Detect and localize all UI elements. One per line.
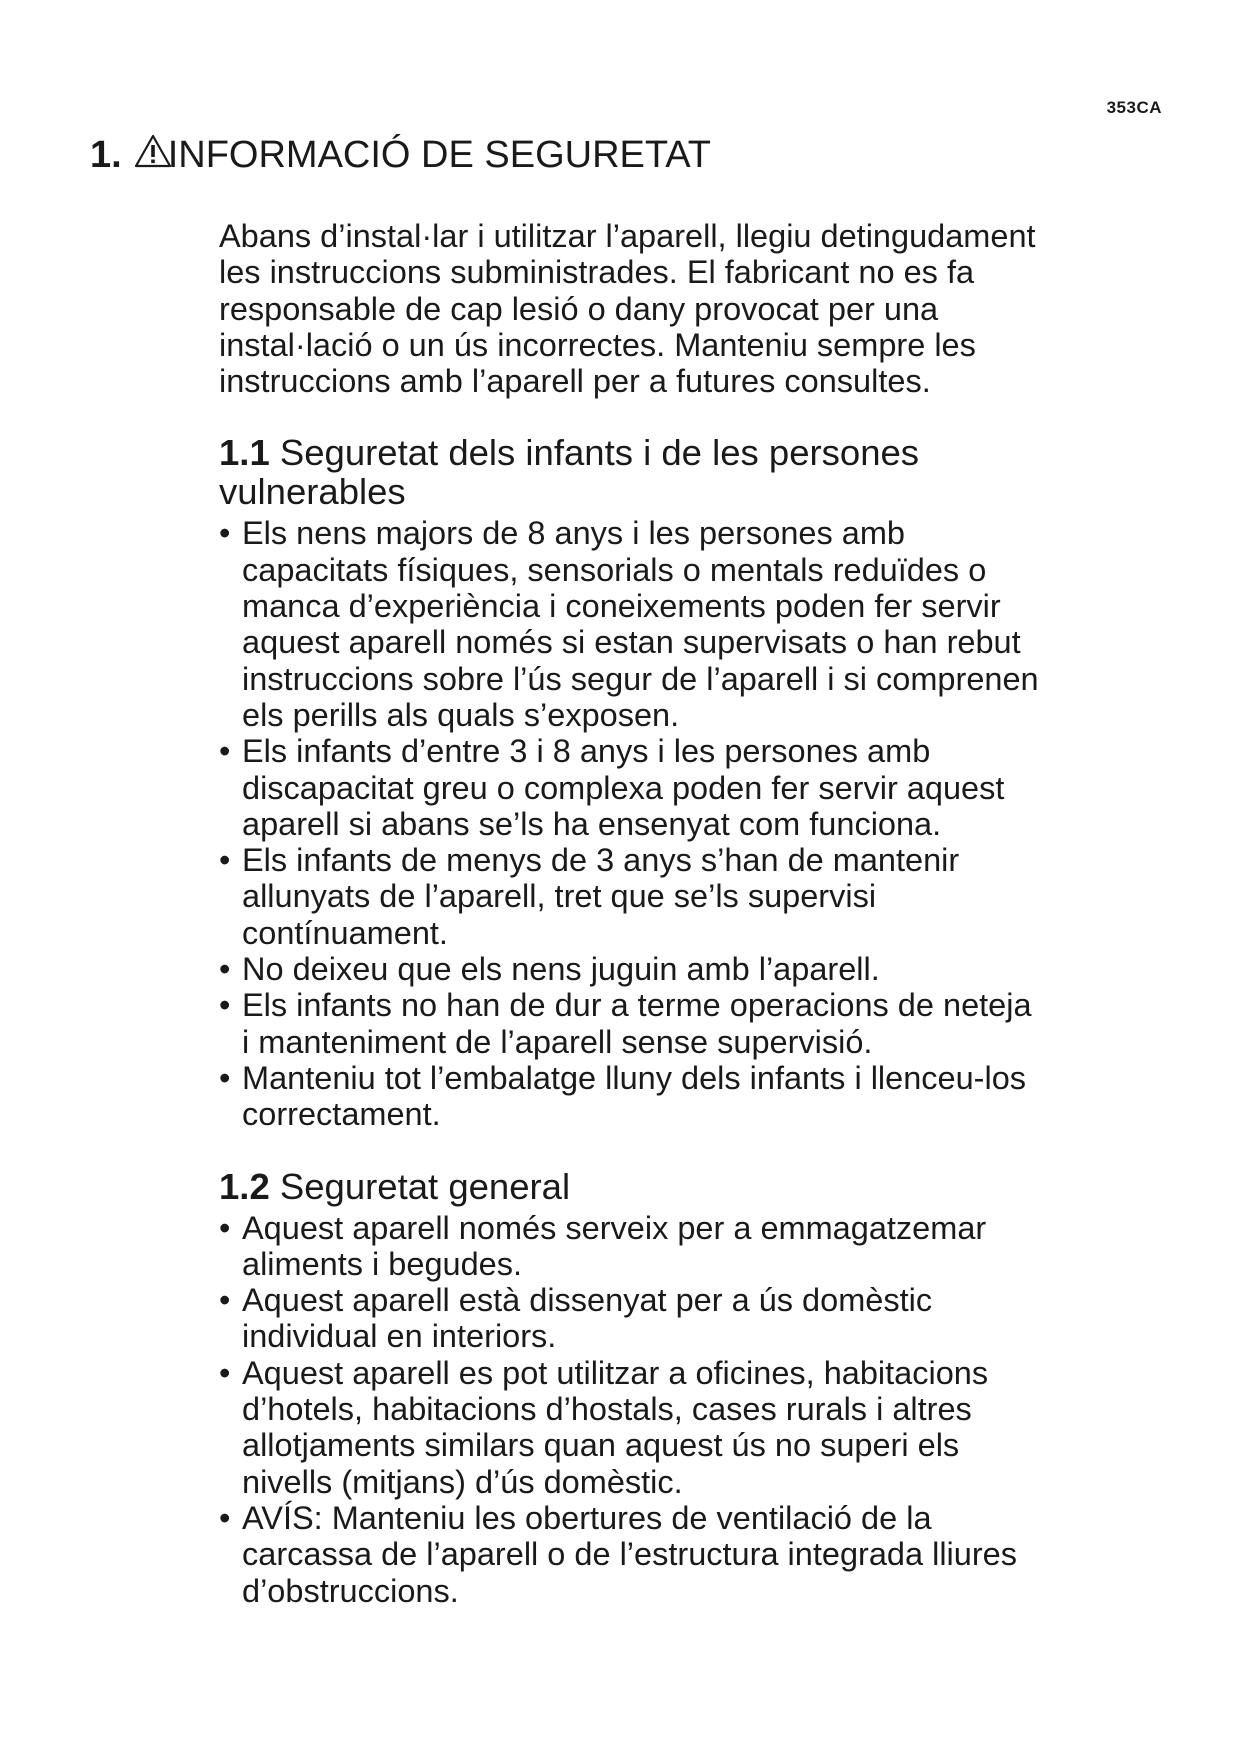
list-item [219,842,1159,951]
item-line: discapacitat greu o complexa poden fer servir aquest [242,769,1005,806]
section-title-text: Seguretat general [279,1165,571,1207]
item-line: Aquest aparell es pot utilitzar a oficines, habitacions [242,1354,989,1391]
section-number: 1.2 [219,1165,270,1207]
section-title-text: vulnerables [219,471,406,513]
list-item [219,1282,1159,1355]
section-general-safety [219,1167,1159,1609]
bullet-list [219,1210,1159,1609]
item-line: instruccions sobre l’ús segur de l’aparell i si comprenen [242,660,1039,697]
item-line: Manteniu tot l’embalatge lluny dels infants i llenceu-los [242,1059,1027,1096]
intro-line: instruccions amb l’aparell per a futures consultes. [219,363,931,400]
list-item [219,1060,1159,1133]
item-line: nivells (mitjans) d’ús domèstic. [242,1463,683,1500]
item-line: Aquest aparell està dissenyat per a ús domèstic [242,1282,933,1319]
item-line: No deixeu que els nens juguin amb l’aparell. [242,951,880,988]
chapter-number: 1. [90,134,122,176]
list-item [219,1355,1159,1500]
intro-line: Abans d’instal·lar i utilitzar l’aparell, llegiu detingudament [219,218,1036,254]
list-item [219,733,1159,842]
list-item [219,515,1159,733]
page-code: 353CA [1106,98,1162,117]
intro-line: les instruccions subministrades. El fabricant no es fa [219,254,975,291]
item-line: carcassa de l’aparell o de l’estructura integrada lliures [242,1536,1017,1573]
section-title-text: Seguretat dels infants i de les persones [279,432,920,474]
item-line: Els infants de menys de 3 anys s’han de mantenir [242,842,960,879]
intro-line: responsable de cap lesió o dany provocat per una [219,290,939,327]
section-title [219,433,1159,511]
item-line: capacitats físiques, sensorials o mentals reduïdes o [242,551,987,588]
intro-line: instal·lació o un ús incorrectes. Manteniu sempre les [219,326,976,363]
list-item [219,1210,1159,1283]
item-line: Els infants no han de dur a terme operacions de neteja [242,987,1032,1024]
item-line: AVÍS: Manteniu les obertures de ventilació de la [242,1499,932,1536]
chapter-heading [90,133,711,177]
item-line: correctament. [242,1096,441,1133]
item-line: individual en interiors. [242,1318,557,1355]
item-line: aparell si abans se’ls ha ensenyat com funciona. [242,805,942,842]
item-line: Aquest aparell només serveix per a emmagatzemar [242,1209,987,1246]
section-title [219,1167,1159,1206]
item-line: allotjaments similars quan aquest ús no superi els [242,1427,960,1464]
page-content [219,218,1159,1609]
chapter-title: INFORMACIÓ DE SEGURETAT [167,134,711,176]
item-line: d’obstruccions. [242,1572,459,1609]
section-number: 1.1 [219,432,270,474]
list-item [219,951,1159,987]
intro-paragraph [219,218,1159,399]
item-line: aliments i begudes. [242,1245,523,1282]
item-line: i manteniment de l’aparell sense supervisió. [242,1023,873,1060]
item-line: Els nens majors de 8 anys i les persones amb [242,515,905,552]
item-line: allunyats de l’aparell, tret que se’ls supervisi [242,878,877,915]
warning-triangle-icon [134,133,172,169]
item-line: manca d’experiència i coneixements poden fer servir [242,588,1001,625]
list-item [219,987,1159,1060]
section-child-safety [219,433,1159,1132]
item-line: d’hotels, habitacions d’hostals, cases rurals i altres [242,1391,972,1428]
list-item [219,1500,1159,1609]
item-line: aquest aparell només si estan supervisats o han rebut [242,624,1021,661]
item-line: els perills als quals s’exposen. [242,696,680,733]
bullet-list [219,515,1159,1132]
item-line: Els infants d’entre 3 i 8 anys i les persones amb [242,733,931,770]
item-line: contínuament. [242,914,448,951]
